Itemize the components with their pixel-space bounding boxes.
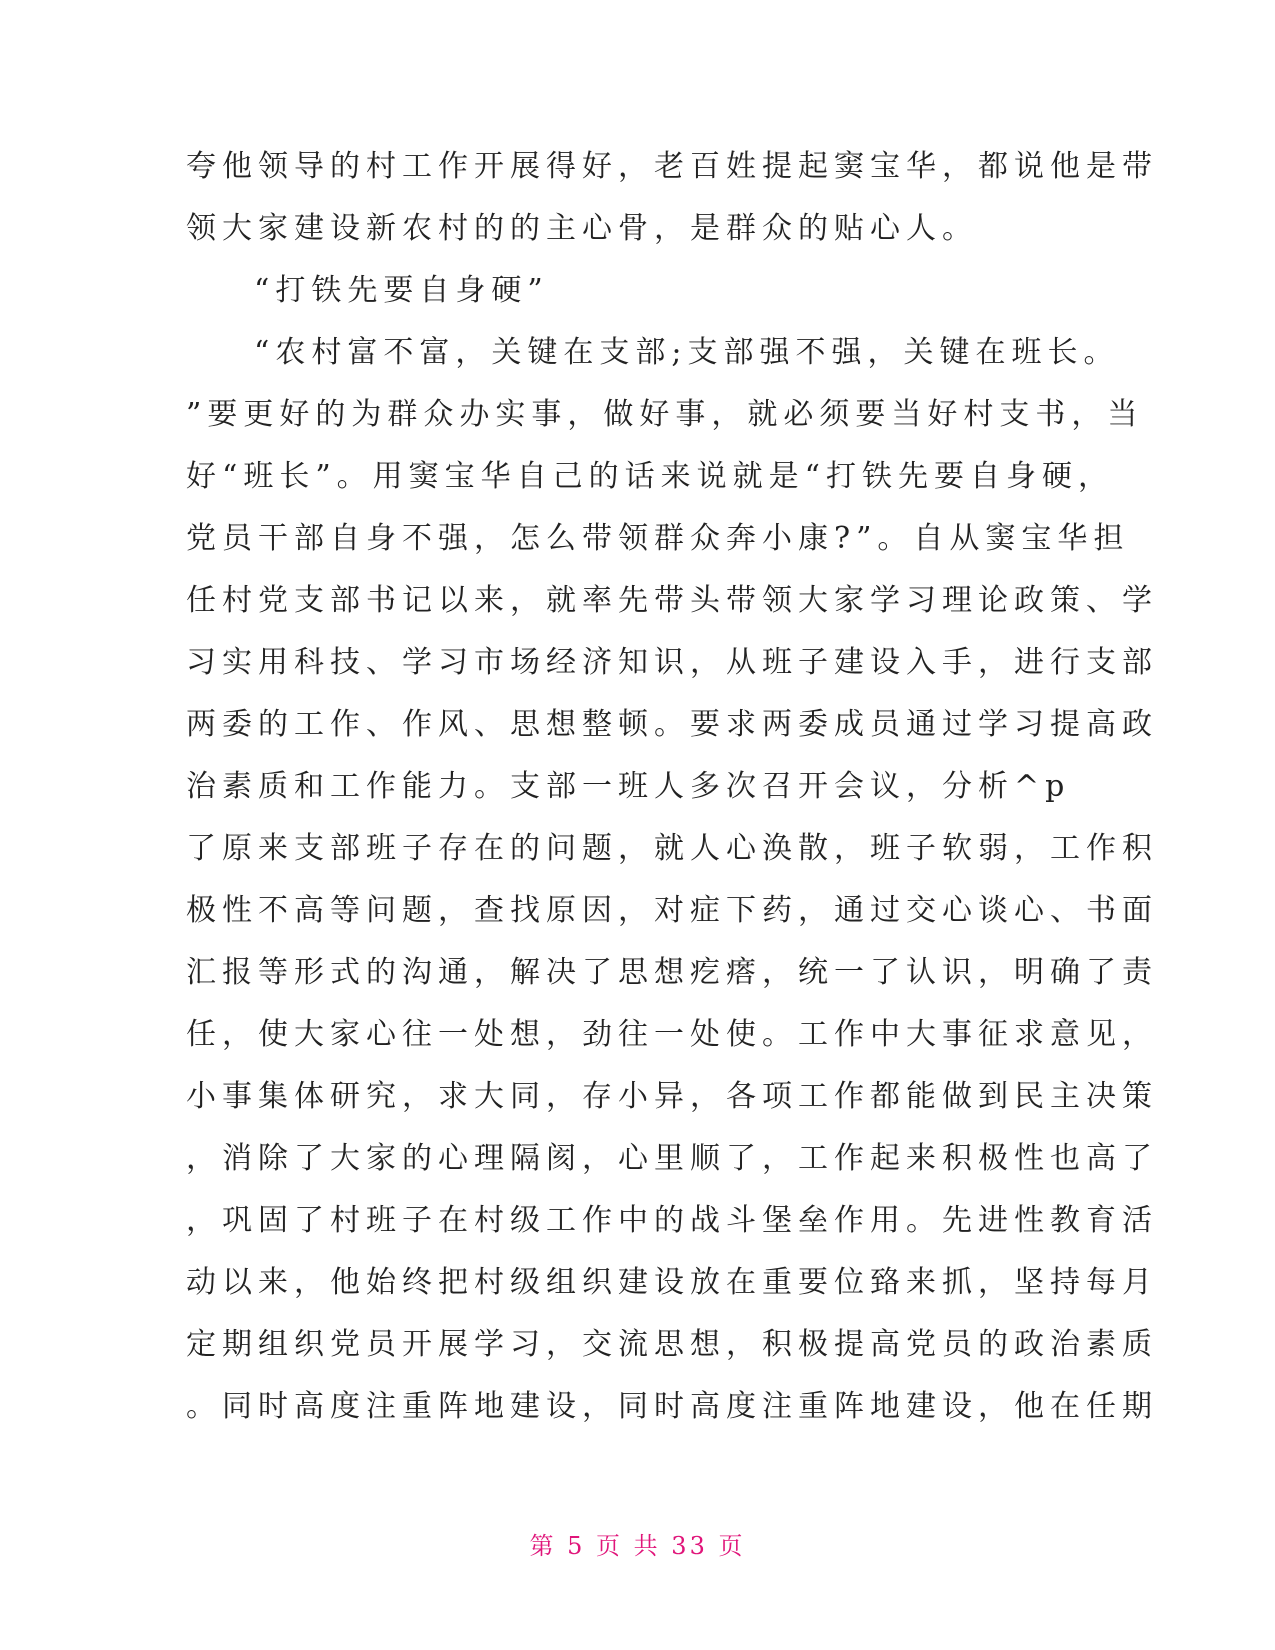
text-line: 夸他领导的村工作开展得好，老百姓提起窦宝华，都说他是带 [186,149,1158,184]
text-line: ，消除了大家的心理隔阂，心里顺了，工作起来积极性也高了 [186,1141,1158,1176]
text-line: 了原来支部班子存在的问题，就人心涣散，班子软弱，工作积 [186,831,1158,866]
text-line: ，巩固了村班子在村级工作中的战斗堡垒作用。先进性教育活 [186,1203,1158,1238]
text-line: 定期组织党员开展学习，交流思想，积极提高党员的政治素质 [186,1327,1158,1362]
text-line: 小事集体研究，求大同，存小异，各项工作都能做到民主决策 [186,1079,1158,1114]
text-line: 领大家建设新农村的的主心骨，是群众的贴心人。 [186,211,978,246]
text-line: 治素质和工作能力。支部一班人多次召开会议，分析^p [186,769,1071,804]
section-heading: “打铁先要自身硬” [254,273,549,308]
text-line: 汇报等形式的沟通，解决了思想疙瘩，统一了认识，明确了责 [186,955,1158,990]
text-line: 任，使大家心往一处想，劲往一处使。工作中大事征求意见， [186,1017,1158,1052]
text-line: 习实用科技、学习市场经济知识，从班子建设入手，进行支部 [186,645,1158,680]
text-line: 任村党支部书记以来，就率先带头带领大家学习理论政策、学 [186,583,1158,618]
text-line: 好“班长”。用窦宝华自己的话来说就是“打铁先要自身硬， [186,459,1115,494]
page-number-footer: 第 5 页 共 33 页 [529,1532,746,1560]
document-body [186,136,1158,1438]
text-line: 两委的工作、作风、思想整顿。要求两委成员通过学习提高政 [186,707,1158,742]
text-line: “农村富不富，关键在支部;支部强不强，关键在班长。 [254,335,1120,370]
text-line: 。同时高度注重阵地建设，同时高度注重阵地建设，他在任期 [186,1389,1158,1424]
text-line: 动以来，他始终把村级组织建设放在重要位臵来抓，坚持每月 [186,1265,1158,1300]
text-line: 极性不高等问题，查找原因，对症下药，通过交心谈心、书面 [186,893,1158,928]
text-line: 党员干部自身不强，怎么带领群众奔小康?”。自从窦宝华担 [186,521,1130,556]
text-line: ”要更好的为群众办实事，做好事，就必须要当好村支书，当 [186,397,1144,432]
